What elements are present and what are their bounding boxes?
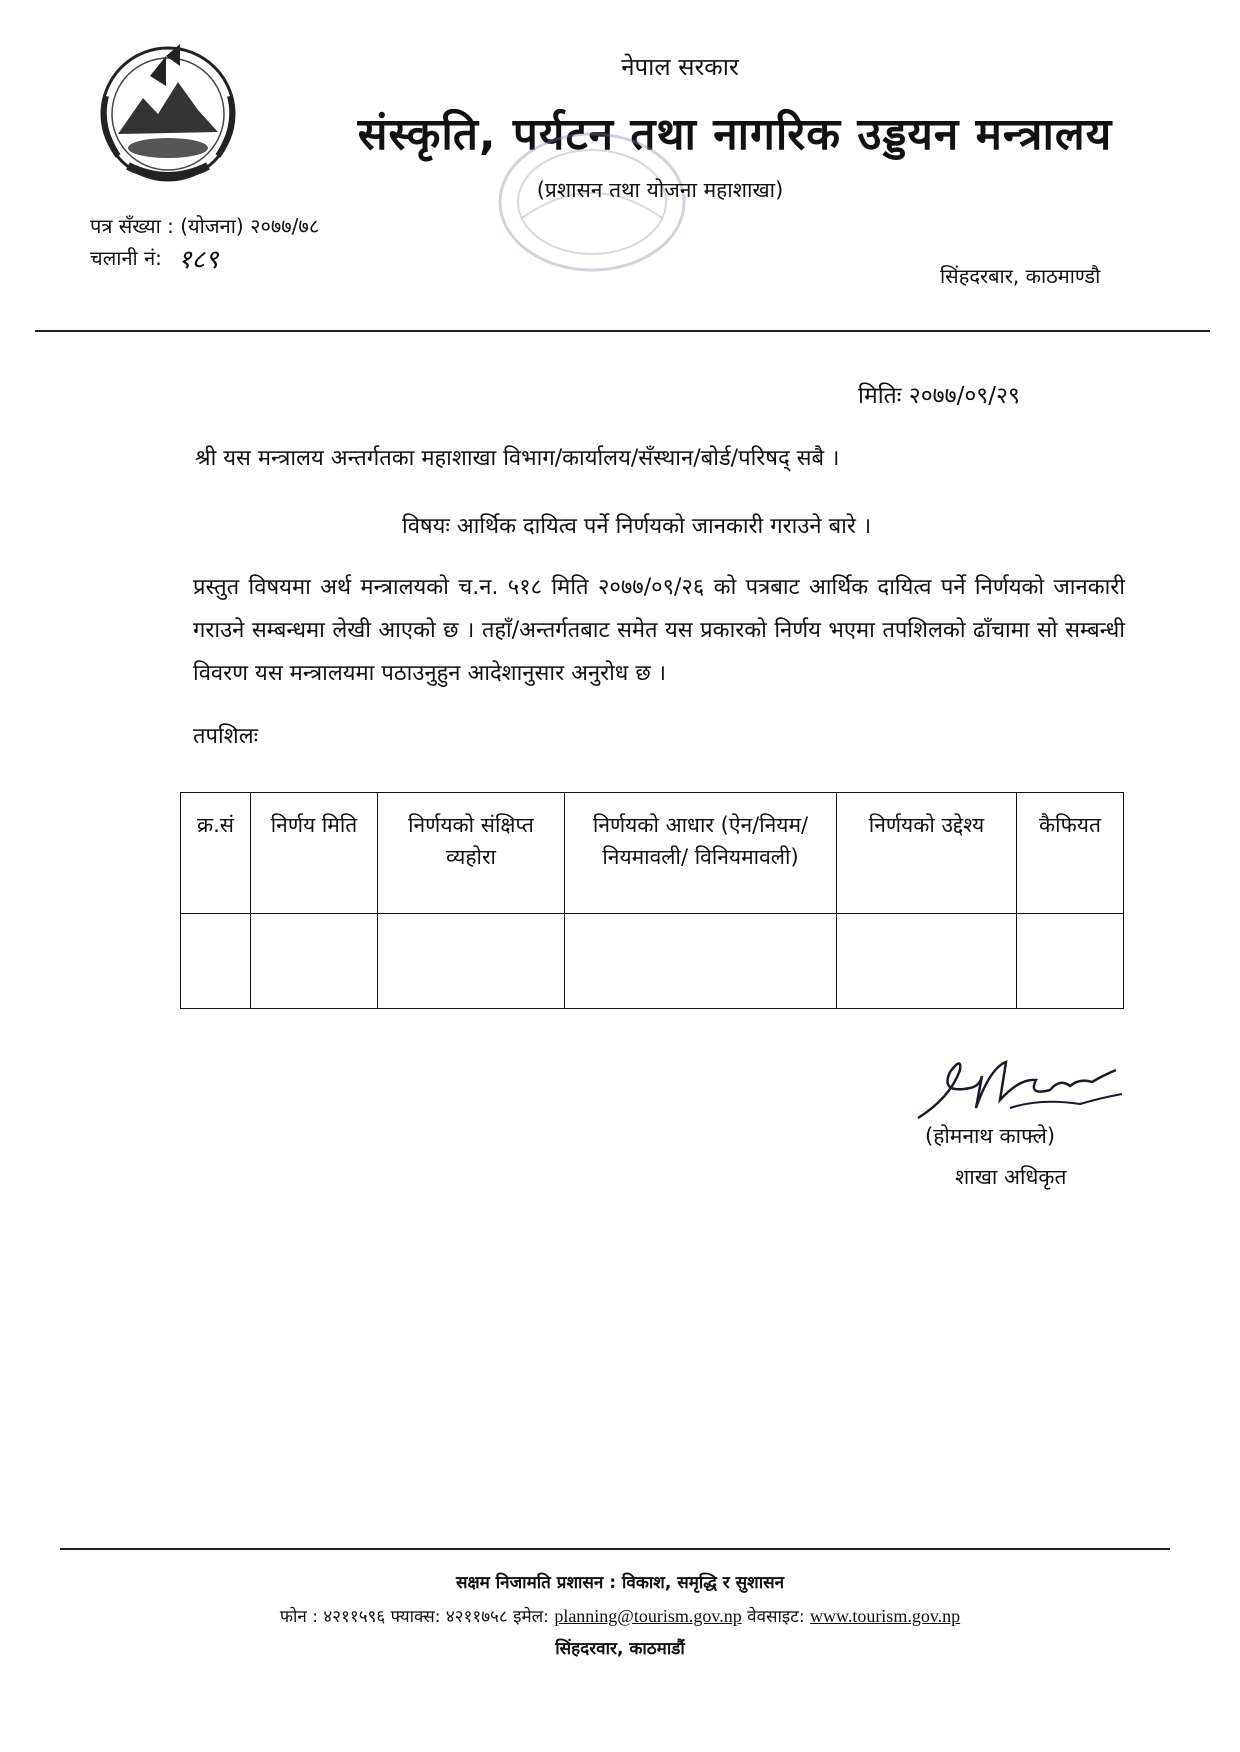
- phone-label: फोन :: [279, 1607, 318, 1627]
- footer-address: सिंहदरवार, काठमाडौं: [555, 1639, 685, 1659]
- table-cell: [181, 914, 251, 1009]
- col-decision-date: निर्णय मिति: [251, 793, 378, 914]
- header-divider: [35, 330, 1210, 332]
- signatory-designation: शाखा अधिकृत: [955, 1165, 1067, 1189]
- website-link[interactable]: www.tourism.gov.np: [809, 1606, 961, 1626]
- schedule-label: तपशिलः: [193, 724, 259, 749]
- table-header-row: [181, 793, 1124, 914]
- letter-body: प्रस्तुत विषयमा अर्थ मन्त्रालयको च.न. ५१८ मिति २०७७/०९/२६ को पत्रबाट आर्थिक दायित्व पर्ने निर्णयको जानकारी गराउने सम्बन्धमा लेखी आएको छ । तहाँ/अन्तर्गतबाट समेत यस प्रकारको निर्णय भएमा तपशिलको ढाँचामा सो सम्बन्धी विवरण यस मन्त्रालयमा पठाउनुहुन आदेशानुसार अनुरोध छ ।: [193, 575, 1125, 686]
- email-link[interactable]: planning@tourism.gov.np: [554, 1606, 742, 1626]
- dispatch-label: चलानी नं:: [90, 246, 162, 270]
- col-serial-number: क्र.सं: [181, 793, 251, 914]
- ministry-title: संस्कृति, पर्यटन तथा नागरिक उड्डयन मन्त्रालय: [357, 109, 1113, 160]
- footer-slogan: सक्षम निजामति प्रशासन : विकाश, समृद्धि र सुशासन: [455, 1573, 785, 1593]
- col-remarks: कैफियत: [1017, 793, 1124, 914]
- website-label: वेवसाइट:: [747, 1607, 805, 1627]
- footer-divider: [60, 1548, 1170, 1550]
- dispatch-number: १८९: [178, 245, 219, 275]
- letter-date: मितिः २०७७/०९/२९: [858, 383, 1020, 409]
- table-cell: [565, 914, 837, 1009]
- fax-number: ४२११७५८: [445, 1607, 508, 1627]
- reference-label: पत्र सँख्या :: [90, 214, 174, 238]
- col-decision-purpose: निर्णयको उद्देश्य: [837, 793, 1017, 914]
- email-label: इमेल:: [513, 1607, 549, 1627]
- col-decision-summary: निर्णयको संक्षिप्त व्यहोरा: [378, 793, 565, 914]
- col-decision-basis: निर्णयको आधार (ऐन/नियम/नियमावली/ विनियमावली): [565, 793, 837, 914]
- letter-subject: विषयः आर्थिक दायित्व पर्ने निर्णयको जानकारी गराउने बारे ।: [402, 514, 872, 539]
- table-cell: [378, 914, 565, 1009]
- letter-recipient: श्री यस मन्त्रालय अन्तर्गतका महाशाखा विभाग/कार्यालय/सँस्थान/बोर्ड/परिषद् सबै ।: [195, 446, 840, 471]
- table-cell: [837, 914, 1017, 1009]
- office-address: सिंहदरबार, काठमाण्डौ: [940, 264, 1101, 288]
- footer-contact: [100, 1604, 1140, 1627]
- table-cell: [1017, 914, 1124, 1009]
- branch-name: (प्रशासन तथा योजना महाशाखा): [536, 178, 784, 202]
- table-cell: [251, 914, 378, 1009]
- table-row: [181, 914, 1124, 1009]
- reference-value: (योजना) २०७७/७८: [180, 214, 320, 238]
- signatory-name: (होमनाथ काफ्ले): [925, 1124, 1056, 1148]
- government-name: नेपाल सरकार: [621, 53, 739, 81]
- schedule-table: [180, 792, 1124, 1009]
- reference-number: [90, 212, 319, 239]
- nepal-emblem-logo: [88, 36, 248, 186]
- fax-label: फ्याक्स:: [390, 1607, 441, 1627]
- phone-number: ४२११५९६: [323, 1607, 386, 1627]
